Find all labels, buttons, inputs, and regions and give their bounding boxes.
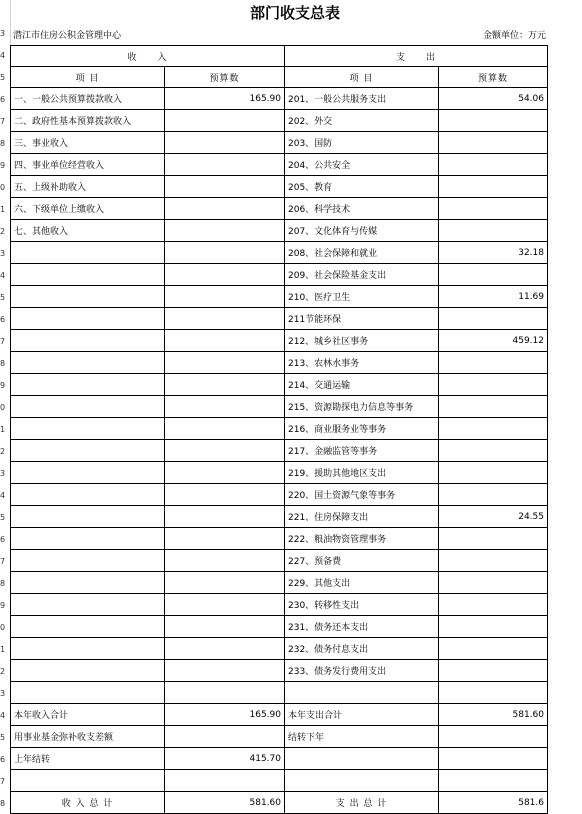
income-amount-cell[interactable] (165, 352, 285, 374)
table-row (11, 660, 548, 682)
expense-amount-cell[interactable] (439, 572, 548, 594)
income-amount-cell[interactable] (165, 506, 285, 528)
income-amount-cell[interactable] (165, 308, 285, 330)
table-row (11, 638, 548, 660)
expense-budget-header: 预算数 (439, 67, 548, 88)
table-row (11, 264, 548, 286)
expense-amount-cell[interactable] (439, 176, 548, 198)
income-item-cell[interactable] (11, 528, 165, 550)
row-number: 4 (0, 711, 6, 720)
expense-item-cell[interactable]: 结转下年 (285, 726, 439, 748)
expense-amount-cell[interactable] (439, 440, 548, 462)
table-row (11, 396, 548, 418)
income-item-cell[interactable] (11, 352, 165, 374)
expense-item-cell[interactable]: 203、国防 (285, 132, 439, 154)
table-row (11, 726, 548, 748)
expense-item-cell[interactable]: 219、援助其他地区支出 (285, 462, 439, 484)
expense-amount-cell[interactable] (439, 616, 548, 638)
table-row (11, 286, 548, 308)
expense-item-cell[interactable]: 210、医疗卫生 (285, 286, 439, 308)
income-item-cell[interactable]: 一、一般公共预算拨款收入 (11, 88, 165, 110)
expense-item-cell[interactable]: 231、债务还本支出 (285, 616, 439, 638)
expense-amount-cell[interactable] (439, 682, 548, 704)
table-row (11, 704, 548, 726)
expense-amount-cell[interactable] (439, 110, 548, 132)
row-number: 9 (0, 161, 6, 170)
table-row (11, 88, 548, 110)
income-item-cell[interactable] (11, 506, 165, 528)
expense-amount-cell[interactable] (439, 264, 548, 286)
expense-item-cell[interactable]: 217、金融监管等事务 (285, 440, 439, 462)
table-row (11, 330, 548, 352)
expense-amount-cell[interactable] (439, 220, 548, 242)
income-amount-cell[interactable] (165, 374, 285, 396)
row-number: 7 (0, 117, 6, 126)
income-amount-cell[interactable] (165, 132, 285, 154)
expense-amount-cell[interactable] (439, 396, 548, 418)
income-item-cell[interactable]: 二、政府性基本预算拨款收入 (11, 110, 165, 132)
expense-amount-cell[interactable] (439, 308, 548, 330)
expense-item-cell[interactable]: 229、其他支出 (285, 572, 439, 594)
table-row (11, 770, 548, 792)
row-number: 5 (0, 733, 6, 742)
income-amount-cell[interactable]: 165.90 (165, 88, 285, 110)
income-amount-cell[interactable] (165, 682, 285, 704)
expense-item-cell[interactable]: 201、一般公共服务支出 (285, 88, 439, 110)
row-number: 6 (0, 95, 6, 104)
expense-item-cell[interactable]: 233、债务发行费用支出 (285, 660, 439, 682)
expense-amount-cell[interactable] (439, 374, 548, 396)
income-item-cell[interactable] (11, 616, 165, 638)
table-row (11, 572, 548, 594)
expense-item-cell[interactable]: 213、农林水事务 (285, 352, 439, 374)
row-number: 1 (0, 645, 6, 654)
expense-amount-cell[interactable]: 459.12 (439, 330, 548, 352)
income-item-cell[interactable] (11, 308, 165, 330)
income-item-cell[interactable] (11, 396, 165, 418)
income-item-cell[interactable]: 六、下级单位上缴收入 (11, 198, 165, 220)
income-amount-cell[interactable] (165, 154, 285, 176)
row-number: 3 (0, 29, 6, 38)
expense-item-cell[interactable]: 230、转移性支出 (285, 594, 439, 616)
row-number: 5 (0, 293, 6, 302)
income-amount-cell[interactable] (165, 286, 285, 308)
table-row (11, 308, 548, 330)
table-row (11, 484, 548, 506)
income-item-cell[interactable] (11, 462, 165, 484)
expense-item-cell[interactable]: 本年支出合计 (285, 704, 439, 726)
expense-total-label[interactable]: 支 出 总 计 (285, 792, 439, 814)
income-item-header: 项 目 (11, 67, 165, 88)
row-number: 2 (0, 227, 6, 236)
expense-amount-cell[interactable]: 11.69 (439, 286, 548, 308)
income-item-cell[interactable] (11, 682, 165, 704)
unit-organization: 潜江市住房公积金管理中心 (13, 31, 122, 41)
income-amount-cell[interactable] (165, 220, 285, 242)
income-item-cell[interactable] (11, 572, 165, 594)
income-item-cell[interactable] (11, 374, 165, 396)
income-item-cell[interactable] (11, 638, 165, 660)
expense-item-cell[interactable]: 222、粮油物资管理事务 (285, 528, 439, 550)
income-amount-cell[interactable] (165, 198, 285, 220)
income-header: 收 入 (11, 46, 285, 67)
expense-item-cell[interactable]: 221、住房保障支出 (285, 506, 439, 528)
expense-amount-cell[interactable] (439, 462, 548, 484)
row-number: 1 (0, 425, 6, 434)
expense-item-cell[interactable]: 220、国土资源气象等事务 (285, 484, 439, 506)
expense-amount-cell[interactable] (439, 132, 548, 154)
row-number: 5 (0, 73, 6, 82)
expense-amount-cell[interactable] (439, 660, 548, 682)
income-amount-cell[interactable] (165, 462, 285, 484)
expense-item-cell[interactable]: 209、社会保险基金支出 (285, 264, 439, 286)
row-number: 2 (0, 447, 6, 456)
row-number: 0 (0, 623, 6, 632)
expense-amount-cell[interactable] (439, 726, 548, 748)
table-row (11, 440, 548, 462)
row-number: 7 (0, 337, 6, 346)
row-number: 1 (0, 205, 6, 214)
income-item-cell[interactable] (11, 330, 165, 352)
table-row (11, 550, 548, 572)
row-number: 4 (0, 51, 6, 60)
row-number: 2 (0, 667, 6, 676)
income-item-cell[interactable] (11, 440, 165, 462)
expense-amount-cell[interactable]: 32.18 (439, 242, 548, 264)
expense-item-cell[interactable] (285, 748, 439, 770)
income-amount-cell[interactable] (165, 110, 285, 132)
income-amount-cell[interactable] (165, 616, 285, 638)
income-budget-header: 预算数 (165, 67, 285, 88)
row-number: 3 (0, 689, 6, 698)
income-amount-cell[interactable] (165, 638, 285, 660)
expense-item-cell[interactable]: 205、教育 (285, 176, 439, 198)
table-row (11, 154, 548, 176)
row-number: 6 (0, 535, 6, 544)
expense-amount-cell[interactable] (439, 352, 548, 374)
expense-amount-cell[interactable] (439, 484, 548, 506)
income-item-cell[interactable] (11, 594, 165, 616)
table-row (11, 242, 548, 264)
row-number: 7 (0, 557, 6, 566)
income-item-cell[interactable] (11, 286, 165, 308)
table-row (11, 616, 548, 638)
expense-amount-cell[interactable] (439, 418, 548, 440)
expense-amount-cell[interactable] (439, 594, 548, 616)
row-number: 7 (0, 777, 6, 786)
income-item-cell[interactable] (11, 264, 165, 286)
grand-total-row (11, 792, 548, 814)
table-row (11, 528, 548, 550)
expense-amount-cell[interactable] (439, 748, 548, 770)
income-amount-cell[interactable] (165, 594, 285, 616)
income-amount-cell[interactable] (165, 264, 285, 286)
expense-amount-cell[interactable]: 24.55 (439, 506, 548, 528)
table-row (11, 198, 548, 220)
row-number: 8 (0, 359, 6, 368)
income-item-cell[interactable]: 三、事业收入 (11, 132, 165, 154)
expense-amount-cell[interactable] (439, 198, 548, 220)
expense-total-amount[interactable]: 581.6 (439, 792, 548, 814)
income-amount-cell[interactable] (165, 484, 285, 506)
income-amount-cell[interactable] (165, 660, 285, 682)
income-amount-cell[interactable] (165, 176, 285, 198)
section-header-row (11, 46, 548, 67)
income-amount-cell[interactable] (165, 396, 285, 418)
table-row (11, 418, 548, 440)
expense-amount-cell[interactable] (439, 528, 548, 550)
expense-amount-cell[interactable]: 54.06 (439, 88, 548, 110)
income-amount-cell[interactable] (165, 528, 285, 550)
table-row (11, 374, 548, 396)
income-amount-cell[interactable] (165, 440, 285, 462)
income-amount-cell[interactable] (165, 770, 285, 792)
income-amount-cell[interactable] (165, 572, 285, 594)
income-amount-cell[interactable] (165, 330, 285, 352)
income-amount-cell[interactable]: 415.70 (165, 748, 285, 770)
income-item-cell[interactable] (11, 660, 165, 682)
row-number: 3 (0, 249, 6, 258)
income-item-cell[interactable]: 上年结转 (11, 748, 165, 770)
income-item-cell[interactable]: 本年收入合计 (11, 704, 165, 726)
table-row (11, 220, 548, 242)
income-item-cell[interactable] (11, 770, 165, 792)
income-amount-cell[interactable] (165, 242, 285, 264)
table-row (11, 682, 548, 704)
row-number: 0 (0, 403, 6, 412)
income-item-cell[interactable]: 四、事业单位经营收入 (11, 154, 165, 176)
expense-item-cell[interactable]: 215、资源勘探电力信息等事务 (285, 396, 439, 418)
expense-amount-cell[interactable] (439, 550, 548, 572)
expense-item-cell[interactable]: 227、预备费 (285, 550, 439, 572)
page-title: 部门收支总表 (249, 4, 340, 22)
expense-item-cell[interactable]: 232、债务付息支出 (285, 638, 439, 660)
income-item-cell[interactable] (11, 484, 165, 506)
income-item-cell[interactable]: 用事业基金弥补收支差额 (11, 726, 165, 748)
income-item-cell[interactable] (11, 550, 165, 572)
income-item-cell[interactable] (11, 242, 165, 264)
row-number: 4 (0, 491, 6, 500)
income-amount-cell[interactable]: 165.90 (165, 704, 285, 726)
expense-item-cell[interactable]: 216、商业服务业等事务 (285, 418, 439, 440)
row-number: 4 (0, 271, 6, 280)
table-row (11, 594, 548, 616)
expense-amount-cell[interactable] (439, 154, 548, 176)
table-row (11, 110, 548, 132)
expense-item-cell[interactable]: 202、外交 (285, 110, 439, 132)
row-number: 9 (0, 601, 6, 610)
table-row (11, 748, 548, 770)
income-item-cell[interactable] (11, 418, 165, 440)
income-item-cell[interactable]: 五、上级补助收入 (11, 176, 165, 198)
row-number: 8 (0, 139, 6, 148)
expense-amount-cell[interactable]: 581.60 (439, 704, 548, 726)
income-total-amount[interactable]: 581.60 (165, 792, 285, 814)
income-total-label[interactable]: 收 入 总 计 (11, 792, 165, 814)
table-row (11, 506, 548, 528)
income-expense-table (10, 45, 548, 814)
row-number: 9 (0, 381, 6, 390)
table-row (11, 132, 548, 154)
row-number: 8 (0, 579, 6, 588)
column-header-row (11, 67, 548, 88)
expense-item-cell[interactable]: 204、公共安全 (285, 154, 439, 176)
table-row (11, 352, 548, 374)
expense-header: 支 出 (285, 46, 548, 67)
income-amount-cell[interactable] (165, 418, 285, 440)
expense-item-cell[interactable]: 207、文化体育与传媒 (285, 220, 439, 242)
income-amount-cell[interactable] (165, 550, 285, 572)
income-amount-cell[interactable] (165, 726, 285, 748)
table-row (11, 176, 548, 198)
expense-item-cell[interactable] (285, 682, 439, 704)
table-row (11, 462, 548, 484)
expense-item-header: 项 目 (285, 67, 439, 88)
expense-item-cell[interactable]: 206、科学技术 (285, 198, 439, 220)
row-number: 0 (0, 183, 6, 192)
expense-item-cell[interactable]: 214、交通运输 (285, 374, 439, 396)
row-number: 6 (0, 755, 6, 764)
expense-item-cell[interactable]: 208、社会保障和就业 (285, 242, 439, 264)
expense-item-cell[interactable] (285, 770, 439, 792)
expense-item-cell[interactable]: 212、城乡社区事务 (285, 330, 439, 352)
expense-amount-cell[interactable] (439, 770, 548, 792)
row-number: 5 (0, 513, 6, 522)
amount-unit-label: 金额单位：万元 (482, 31, 546, 41)
expense-amount-cell[interactable] (439, 638, 548, 660)
row-number: 6 (0, 315, 6, 324)
expense-item-cell[interactable]: 211节能环保 (285, 308, 439, 330)
row-number: 8 (0, 799, 6, 808)
row-number: 3 (0, 469, 6, 478)
income-item-cell[interactable]: 七、其他收入 (11, 220, 165, 242)
